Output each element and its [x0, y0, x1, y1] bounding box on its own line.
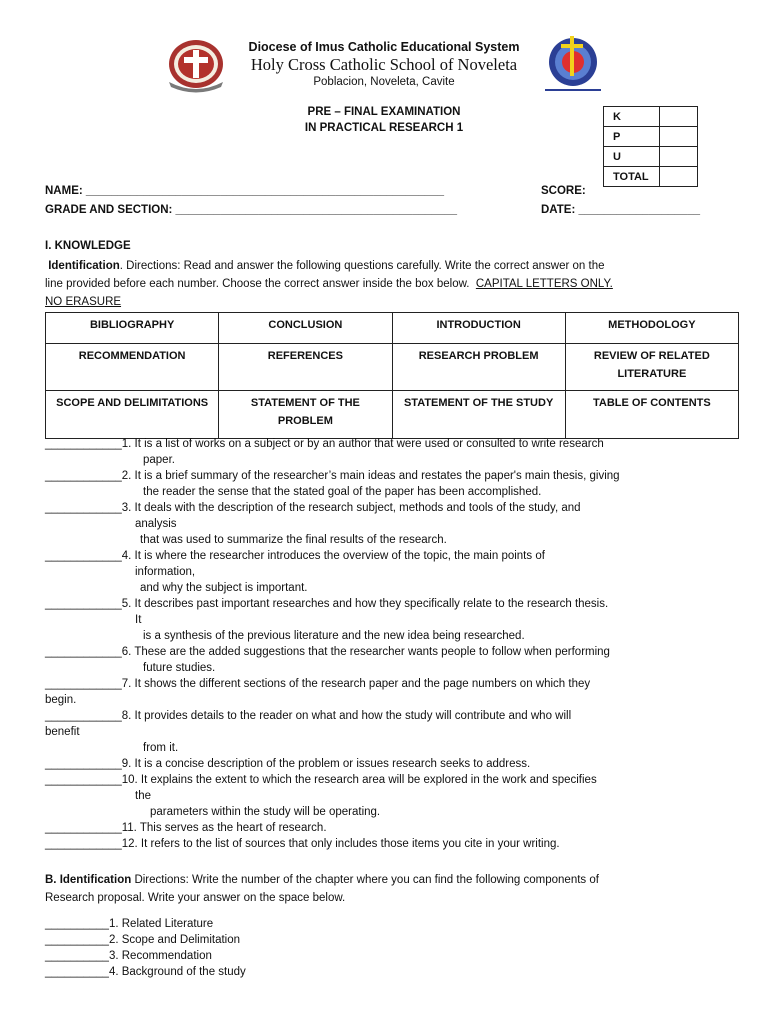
grade-section-field: GRADE AND SECTION: ____________________________________________ [45, 204, 457, 216]
directions-part1 [45, 257, 745, 311]
question-5-cont: It [135, 614, 142, 626]
score-breakdown-table [603, 106, 698, 187]
question-10-cont: parameters within the study will be operating. [150, 806, 381, 818]
question-10: ____________10. It explains the extent to which the research area will be explored in the work and specifies [45, 774, 597, 786]
school-seal-logo [165, 38, 227, 94]
question-8: ____________8. It provides details to the reader on what and how the study will contribute and who will [45, 710, 572, 722]
score-label-k: K [604, 107, 660, 127]
question-8-cont: benefit [45, 726, 80, 738]
question-3: ____________3. It deals with the description of the research subject, methods and tools of the study, and [45, 502, 581, 514]
school-name: Holy Cross Catholic School of Noveleta [250, 55, 518, 74]
exam-subject: IN PRACTICAL RESEARCH 1 [304, 122, 464, 134]
choice-cell: RESEARCH PROBLEM [392, 344, 565, 391]
question-7: ____________7. It shows the different sections of the research paper and the page numbers on which they [45, 678, 591, 690]
question-3-cont: that was used to summarize the final results of the research. [140, 534, 447, 546]
question-8-cont: from it. [143, 742, 179, 754]
score-cell [660, 147, 698, 167]
item-b-3: __________3. Recommendation [45, 950, 212, 962]
choice-cell: BIBLIOGRAPHY [46, 313, 219, 344]
question-2-cont: the reader the sense that the stated goal of the paper has been accomplished. [143, 486, 542, 498]
question-7-cont: begin. [45, 694, 77, 706]
question-1: ____________1. It is a list of works on a subject or by an author that were used or consulted to write research [45, 438, 604, 450]
school-system-name: Diocese of Imus Catholic Educational System [248, 40, 520, 54]
school-address: Poblacion, Noveleta, Cavite [313, 76, 455, 88]
question-11: ____________11. This serves as the heart of research. [45, 822, 327, 834]
section-heading-knowledge: I. KNOWLEDGE [45, 240, 131, 252]
score-cell [660, 107, 698, 127]
directions-line-2: line provided before each number. Choose the correct answer inside the box below. [45, 278, 470, 290]
capital-letters-note: CAPITAL LETTERS ONLY. [475, 278, 613, 290]
choice-cell: RECOMMENDATION [46, 344, 219, 391]
question-4-cont: and why the subject is important. [140, 582, 308, 594]
item-b-1: __________1. Related Literature [45, 918, 214, 930]
choice-cell: REVIEW OF RELATED LITERATURE [565, 344, 738, 391]
no-erasure-note: NO ERASURE [45, 296, 122, 308]
question-5: ____________5. It describes past important researches and how they specifically relate to the research thesis. [45, 598, 609, 610]
score-cell [660, 167, 698, 187]
question-6: ____________6. These are the added suggestions that the researcher wants people to follow when performing [45, 646, 610, 658]
name-field: NAME: ________________________________________________________ [45, 185, 445, 197]
question-9: ____________9. It is a concise description of the problem or issues research seeks to address. [45, 758, 531, 770]
directions-line-1: . Directions: Read and answer the following questions carefully. Write the correct answer on the [119, 260, 605, 272]
choice-cell: METHODOLOGY [565, 313, 738, 344]
question-1-cont: paper. [143, 454, 175, 466]
score-label-u: U [604, 147, 660, 167]
choice-cell: CONCLUSION [219, 313, 392, 344]
question-2: ____________2. It is a brief summary of the researcher’s main ideas and restates the paper's main thesis, giving [45, 470, 620, 482]
choice-cell: STATEMENT OF THE PROBLEM [219, 391, 392, 439]
question-4: ____________4. It is where the researcher introduces the overview of the topic, the main points of [45, 550, 545, 562]
question-3-cont: analysis [135, 518, 177, 530]
choice-cell: STATEMENT OF THE STUDY [392, 391, 565, 439]
choice-cell: SCOPE AND DELIMITATIONS [46, 391, 219, 439]
item-b-4: __________4. Background of the study [45, 966, 246, 978]
directions-b-line-2: Research proposal. Write your answer on the space below. [45, 892, 346, 904]
section-heading-identification-b: B. Identification [45, 874, 132, 886]
answer-choices-box [45, 312, 739, 439]
choice-cell: TABLE OF CONTENTS [565, 391, 738, 439]
question-10-cont: the [135, 790, 151, 802]
choice-cell: REFERENCES [219, 344, 392, 391]
identification-label: Identification [48, 260, 120, 272]
score-field: SCORE: [541, 185, 586, 197]
score-cell [660, 127, 698, 147]
directions-b-line-1: Directions: Write the number of the chapter where you can find the following components of [131, 874, 599, 886]
school-crest-logo [540, 34, 606, 96]
item-b-2: __________2. Scope and Delimitation [45, 934, 241, 946]
date-field: DATE: ___________________ [541, 204, 700, 216]
question-6-cont: future studies. [143, 662, 216, 674]
score-label-total: TOTAL [604, 167, 660, 187]
exam-title: PRE – FINAL EXAMINATION [307, 106, 461, 118]
choice-cell: INTRODUCTION [392, 313, 565, 344]
directions-part-b [45, 871, 745, 907]
question-4-cont: information, [135, 566, 196, 578]
question-5-cont: is a synthesis of the previous literature and the new idea being researched. [143, 630, 525, 642]
question-12: ____________12. It refers to the list of sources that only includes those items you cite in your writing. [45, 838, 560, 850]
score-label-p: P [604, 127, 660, 147]
